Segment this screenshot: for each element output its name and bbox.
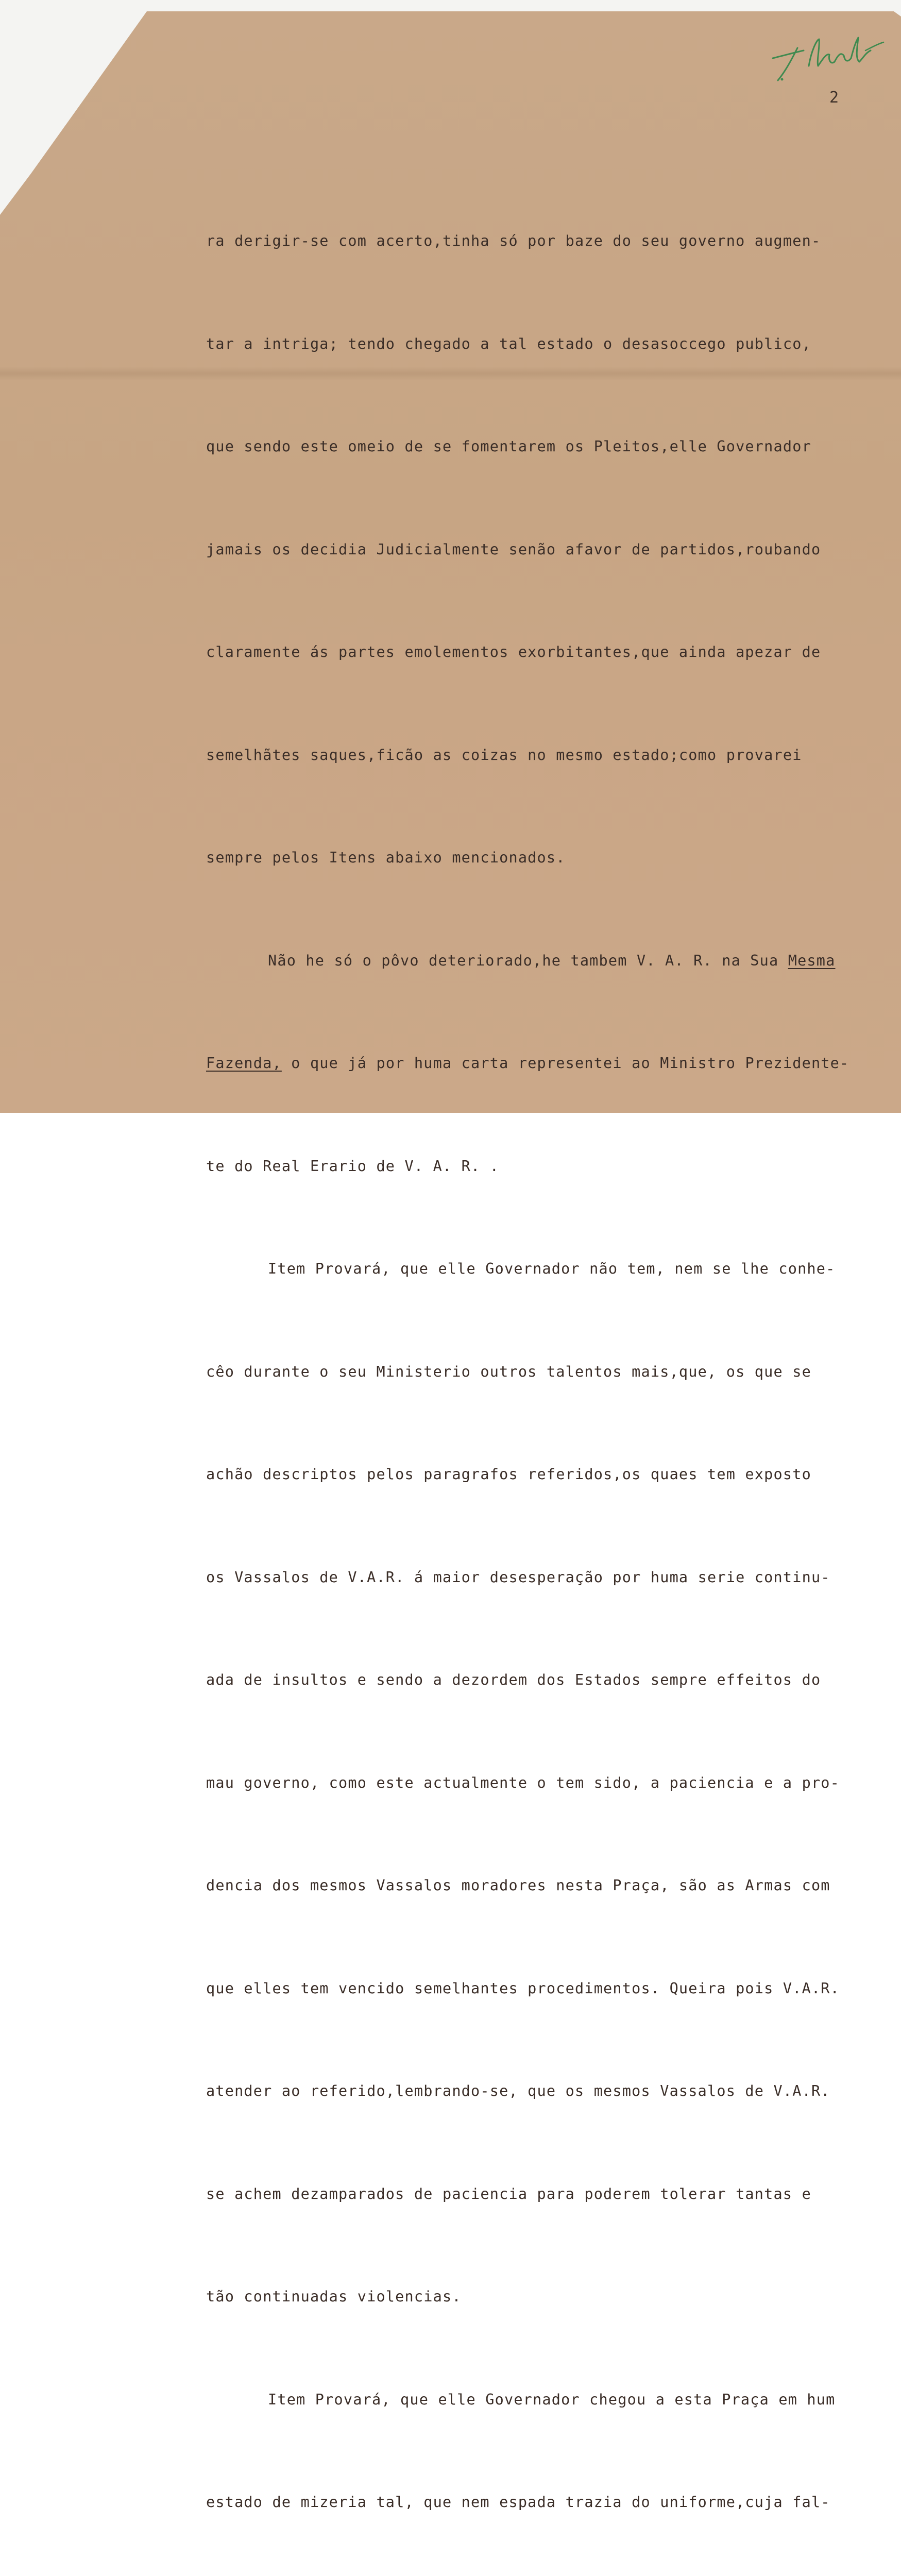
text-line: te do Real Erario de V. A. R. . — [206, 1157, 500, 1175]
text-line: tão continuadas violencias. — [206, 2288, 462, 2305]
text-line: Item Provará, que elle Governador chegou a esta Praça em hum — [268, 2391, 836, 2408]
text-line: dencia dos mesmos Vassalos moradores nesta Praça, são as Armas com — [206, 1877, 830, 1894]
text-line: que sendo este omeio de se fomentarem os Pleitos,elle Governador — [206, 438, 811, 455]
text-line: cêo durante o seu Ministerio outros talentos mais,que, os que se — [206, 1363, 811, 1380]
handwritten-signature — [762, 30, 886, 87]
paragraph-line — [206, 1046, 896, 1081]
text-line: jamais os decidia Judicialmente senão afavor de partidos,roubando — [206, 540, 821, 558]
text-line: estado de mizeria tal, que nem espada trazia do uniforme,cuja fal- — [206, 2494, 830, 2511]
text-segment: o que já por huma carta representei ao Ministro Prezidente- — [281, 1055, 849, 1072]
document-body — [206, 156, 896, 2576]
underlined-text: Fazenda, — [206, 1055, 282, 1072]
page-number: 2 — [829, 89, 839, 107]
paragraph-line — [206, 944, 896, 978]
text-line: atender ao referido,lembrando-se, que os mesmos Vassalos de V.A.R. — [206, 2082, 830, 2099]
text-line: se achem dezamparados de paciencia para poderem tolerar tantas e — [206, 2185, 811, 2202]
text-line: os Vassalos de V.A.R. á maior desesperação por huma serie continu- — [206, 1568, 830, 1586]
text-line: claramente ás partes emolementos exorbitantes,que ainda apezar de — [206, 643, 821, 660]
text-line: Item Provará, que elle Governador não tem, nem se lhe conhe- — [268, 1260, 836, 1277]
text-line: mau governo, como este actualmente o tem sido, a paciencia e a pro- — [206, 1774, 840, 1791]
text-line: que elles tem vencido semelhantes procedimentos. Queira pois V.A.R. — [206, 1979, 840, 1997]
text-line: sempre pelos Itens abaixo mencionados. — [206, 849, 566, 866]
text-line: semelhãtes saques,ficão as coizas no mesmo estado;como provarei — [206, 746, 802, 764]
text-line: ada de insultos e sendo a dezordem dos Estados sempre effeitos do — [206, 1671, 821, 1688]
text-line: tar a intriga; tendo chegado a tal estado o desasoccego publico, — [206, 335, 811, 352]
text-segment: Não he só o pôvo deteriorado,he tambem V. A. R. na Sua — [268, 952, 788, 969]
text-line: ra derigir-se com acerto,tinha só por baze do seu governo augmen- — [206, 232, 821, 249]
underlined-text: Mesma — [788, 952, 836, 969]
text-line: achão descriptos pelos paragrafos referidos,os quaes tem exposto — [206, 1466, 811, 1483]
